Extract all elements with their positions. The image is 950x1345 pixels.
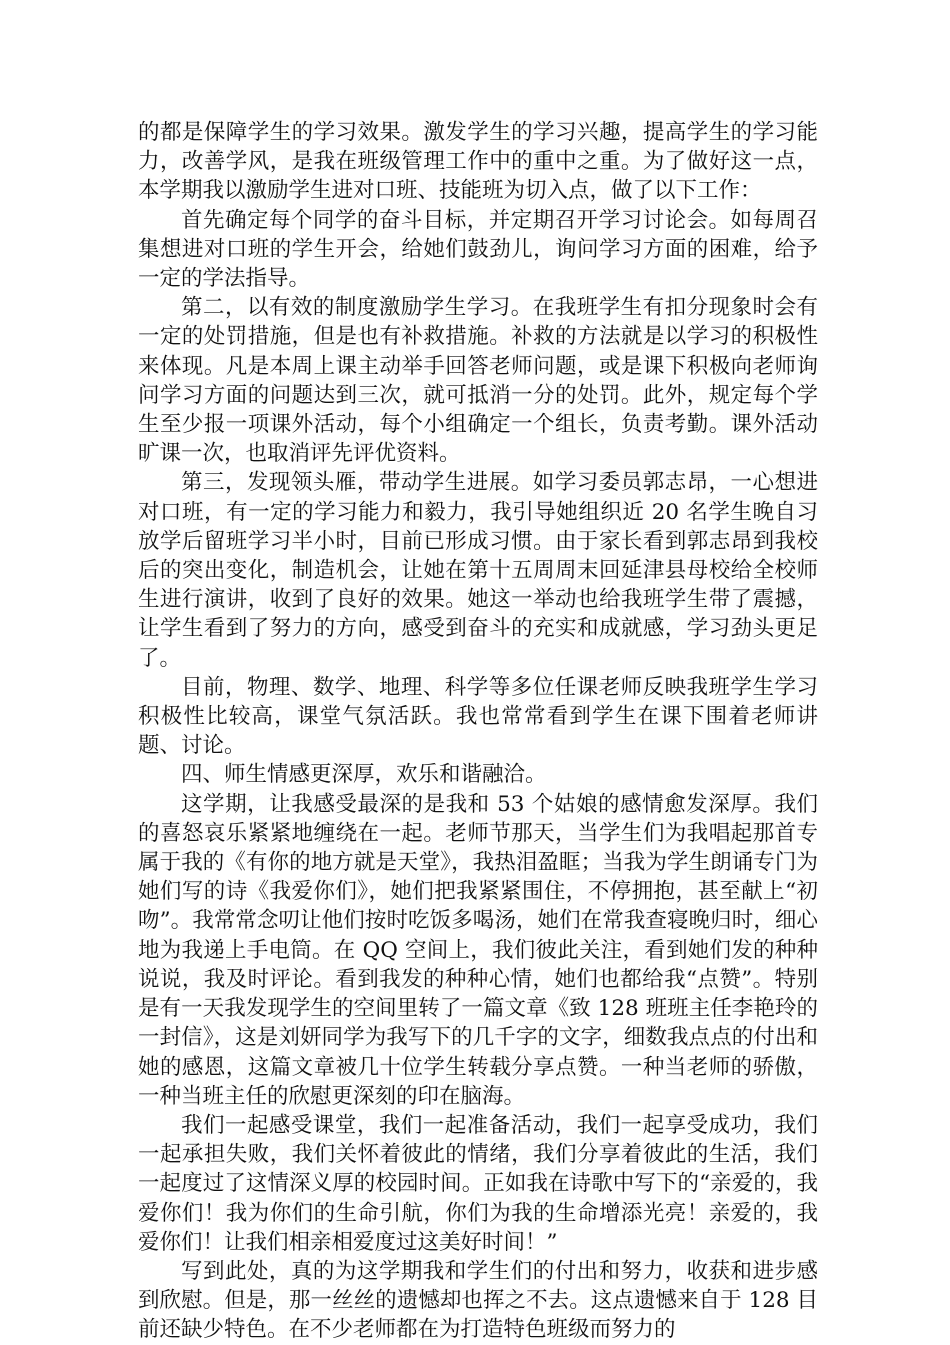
paragraph-7: 我们一起感受课堂，我们一起准备活动，我们一起享受成功，我们一起承担失败，我们关怀着彼此的情绪，我们分享着彼此的生活，我们一起度过了这情深义厚的校园时间。正如我在诗歌中写下的“亲爱的，我爱你们！我为你们的生命引航，你们为我的生命增添光亮！亲爱的，我爱你们！让我们相亲相爱度过这美好时间！” (138, 1112, 818, 1255)
paragraph-4: 第三，发现领头雁，带动学生进展。如学习委员郭志昂，一心想进对口班，有一定的学习能力和毅力，我引导她组织近 20 名学生晚自习放学后留班学习半小时，目前已形成习惯。由于家长看到郭志昂到我校后的突出变化，制造机会，让她在第十五周周末回延津县母校给全校师生进行演讲，收到了良好的效果。她这一举动也给我班学生带了震撼，让学生看到了努力的方向，感受到奋斗的充实和成就感，学习劲头更足了。 (138, 470, 818, 671)
paragraph-5: 目前，物理、数学、地理、科学等多位任课老师反映我班学生学习积极性比较高，课堂气氛活跃。我也常常看到学生在课下围着老师讲题、讨论。 (138, 674, 818, 759)
paragraph-1: 的都是保障学生的学习效果。激发学生的学习兴趣，提高学生的学习能力，改善学风，是我在班级管理工作中的重中之重。为了做好这一点，本学期我以激励学生进对口班、技能班为切入点，做了以下工作： (138, 120, 818, 204)
document-page (138, 118, 818, 1345)
paragraph-6: 这学期，让我感受最深的是我和 53 个姑娘的感情愈发深厚。我们的喜怒哀乐紧紧地缠绕在一起。老师节那天，当学生们为我唱起那首专属于我的《有你的地方就是天堂》，我热泪盈眶；当我为学生朗诵专门为她们写的诗《我爱你们》，她们把我紧紧围住，不停拥抱，甚至献上“初吻”。我常常念叨让他们按时吃饭多喝汤，她们在常我查寝晚归时，细心地为我递上手电筒。在 QQ 空间上，我们彼此关注，看到她们发的种种说说，我及时评论。看到我发的种种心情，她们也都给我“点赞”。特别是有一天我发现学生的空间里转了一篇文章《致 128 班班主任李艳玲的一封信》，这是刘妍同学为我写下的几千字的文字，细数我点点的付出和她的感恩，这篇文章被几十位学生转载分享点赞。一种当老师的骄傲，一种当班主任的欣慰更深刻的印在脑海。 (138, 791, 818, 1109)
paragraph-8: 写到此处，真的为这学期我和学生们的付出和努力，收获和进步感到欣慰。但是，那一丝丝的遗憾却也挥之不去。这点遗憾来自于 128 目前还缺少特色。在不少老师都在为打造特色班级而努力的 (138, 1258, 818, 1343)
paragraph-2: 首先确定每个同学的奋斗目标，并定期召开学习讨论会。如每周召集想进对口班的学生开会，给她们鼓劲儿，询问学习方面的困难，给予一定的学法指导。 (138, 207, 818, 292)
paragraph-3: 第二，以有效的制度激励学生学习。在我班学生有扣分现象时会有一定的处罚措施，但是也有补救措施。补救的方法就是以学习的积极性来体现。凡是本周上课主动举手回答老师问题，或是课下积极向老师询问学习方面的问题达到三次，就可抵消一分的处罚。此外，规定每个学生至少报一项课外活动，每个小组确定一个组长，负责考勤。课外活动旷课一次，也取消评先评优资料。 (138, 295, 818, 467)
section-heading: 四、师生情感更深厚，欢乐和谐融洽。 (181, 762, 547, 788)
